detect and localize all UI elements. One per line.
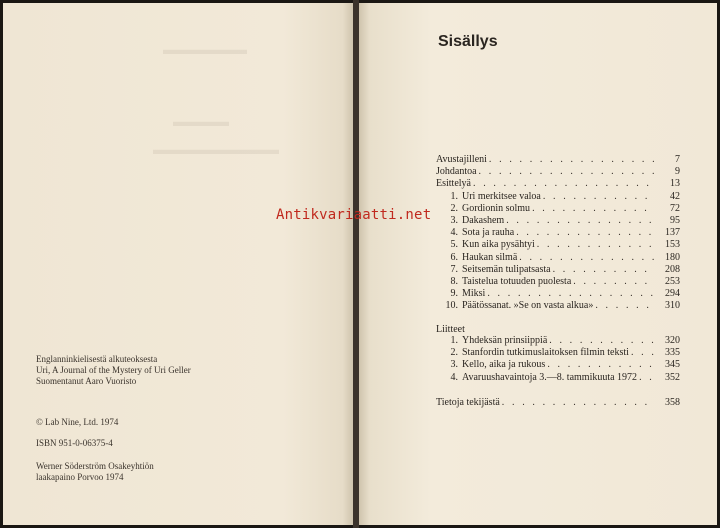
toc-page-number: 358 bbox=[665, 397, 680, 408]
toc-entry-title: Sota ja rauha bbox=[462, 227, 515, 239]
toc-entry-title: Avustajilleni bbox=[436, 154, 487, 165]
toc-entry-title: Päätössanat. »Se on vasta alkua» bbox=[462, 300, 594, 312]
toc-page-number: 9 bbox=[675, 166, 680, 178]
appendix-list bbox=[436, 335, 680, 384]
appendix-heading: Liitteet bbox=[436, 324, 465, 335]
leader-dots bbox=[487, 154, 654, 166]
toc-row bbox=[436, 191, 680, 203]
toc-row bbox=[436, 359, 680, 371]
toc-entry-number: 2. bbox=[450, 202, 458, 214]
copyright-line: © Lab Nine, Ltd. 1974 bbox=[36, 417, 119, 427]
toc-entry-number: 9. bbox=[450, 288, 458, 300]
toc-entry-number: 4. bbox=[450, 227, 458, 239]
leader-dots bbox=[530, 203, 654, 215]
toc-entry-number: 10. bbox=[445, 300, 458, 312]
toc-entry-title: Avaruushavaintoja 3.—8. tammikuuta 1972 bbox=[462, 371, 638, 383]
leader-dots bbox=[514, 227, 654, 239]
toc-page-number: 137 bbox=[665, 227, 680, 239]
leader-dots bbox=[593, 300, 654, 312]
toc-entry-title: Yhdeksän prinsiippiä bbox=[462, 335, 548, 346]
show-through-text: ▬▬▬▬ bbox=[173, 115, 229, 130]
toc-row bbox=[436, 215, 680, 227]
toc-entry-title: Johdantoa bbox=[436, 166, 477, 178]
leader-dots bbox=[485, 288, 654, 300]
translation-note bbox=[36, 354, 191, 387]
toc-page-number: 253 bbox=[665, 275, 680, 287]
colophon-line: Suomentanut Aaro Vuoristo bbox=[36, 376, 137, 386]
toc-entry-number: 5. bbox=[450, 239, 458, 251]
toc-entry-title: Kun aika pysähtyi bbox=[462, 239, 535, 251]
colophon-line: Werner Söderström Osakeyhtiön bbox=[36, 461, 154, 471]
toc-entry-number: 1. bbox=[450, 190, 458, 202]
toc-page-number: 208 bbox=[665, 263, 680, 275]
leader-dots bbox=[637, 372, 654, 384]
leader-dots bbox=[629, 347, 654, 359]
toc-row bbox=[436, 252, 680, 264]
toc-row bbox=[436, 276, 680, 288]
toc-entry-title: Tietoja tekijästä bbox=[436, 397, 500, 408]
leader-dots bbox=[517, 252, 654, 264]
leader-dots bbox=[471, 178, 654, 190]
toc-row bbox=[436, 335, 680, 347]
leader-dots bbox=[551, 264, 654, 276]
toc-page-number: 320 bbox=[665, 335, 680, 346]
publisher-note bbox=[36, 461, 154, 483]
toc-page-number: 42 bbox=[670, 190, 680, 202]
toc-page-number: 180 bbox=[665, 251, 680, 263]
toc-page-number: 7 bbox=[675, 154, 680, 165]
leader-dots bbox=[504, 215, 654, 227]
toc-entry-title: Miksi bbox=[462, 288, 486, 300]
show-through-text: ▬▬▬▬▬▬▬▬▬ bbox=[153, 143, 279, 158]
toc-row bbox=[436, 239, 680, 251]
toc-entry-title: Gordionin solmu bbox=[462, 202, 531, 214]
leader-dots bbox=[571, 276, 654, 288]
leader-dots bbox=[541, 191, 654, 203]
toc-row bbox=[436, 166, 680, 178]
toc-page-number: 72 bbox=[670, 202, 680, 214]
toc-entry-number: 7. bbox=[450, 263, 458, 275]
toc-entry-title: Kello, aika ja rukous bbox=[462, 359, 546, 371]
page-title: Sisällys bbox=[438, 33, 498, 50]
toc-row bbox=[436, 288, 680, 300]
leader-dots bbox=[500, 397, 654, 409]
toc-page-number: 310 bbox=[665, 300, 680, 312]
colophon-line: Englanninkielisestä alkuteoksesta bbox=[36, 354, 158, 364]
toc-entry-number: 1. bbox=[450, 335, 458, 346]
toc-page-number: 294 bbox=[665, 288, 680, 300]
toc-entry-title: Haukan silmä bbox=[462, 251, 518, 263]
toc-entry-title: Uri merkitsee valoa bbox=[462, 190, 541, 202]
toc-row bbox=[436, 300, 680, 312]
leader-dots bbox=[547, 335, 654, 347]
toc-entry-number: 6. bbox=[450, 251, 458, 263]
table-of-contents bbox=[436, 154, 680, 312]
toc-row bbox=[436, 227, 680, 239]
toc-entry-title: Taistelua totuuden puolesta bbox=[462, 275, 572, 287]
toc-row bbox=[436, 372, 680, 384]
toc-row bbox=[436, 178, 680, 190]
toc-entry-title: Seitsemän tulipatsasta bbox=[462, 263, 551, 275]
toc-page-number: 13 bbox=[670, 178, 680, 190]
author-info-list bbox=[436, 397, 680, 409]
toc-row bbox=[436, 154, 680, 166]
toc-row bbox=[436, 203, 680, 215]
toc-page-number: 352 bbox=[665, 371, 680, 383]
toc-row bbox=[436, 347, 680, 359]
toc-entry-number: 8. bbox=[450, 275, 458, 287]
toc-page-number: 335 bbox=[665, 347, 680, 359]
toc-entry-number: 3. bbox=[450, 359, 458, 371]
toc-entry-number: 3. bbox=[450, 214, 458, 226]
toc-row bbox=[436, 264, 680, 276]
watermark-text: Antikvariaatti.net bbox=[276, 207, 432, 223]
toc-entry-number: 2. bbox=[450, 347, 458, 359]
toc-row bbox=[436, 397, 680, 409]
toc-entry-number: 4. bbox=[450, 371, 458, 383]
toc-entry-title: Stanfordin tutkimuslaitoksen filmin teksti bbox=[462, 347, 629, 359]
colophon-line: Uri, A Journal of the Mystery of Uri Geller bbox=[36, 365, 191, 375]
show-through-text: ▬▬▬▬▬▬ bbox=[163, 43, 247, 58]
leader-dots bbox=[535, 239, 654, 251]
leader-dots bbox=[545, 359, 654, 371]
toc-entry-title: Dakashem bbox=[462, 214, 505, 226]
leader-dots bbox=[477, 166, 654, 178]
toc-page-number: 95 bbox=[670, 214, 680, 226]
colophon-line: laakapaino Porvoo 1974 bbox=[36, 472, 124, 482]
toc-page-number: 345 bbox=[665, 359, 680, 371]
toc-page-number: 153 bbox=[665, 239, 680, 251]
toc-entry-title: Esittelyä bbox=[436, 178, 471, 190]
isbn-line: ISBN 951-0-06375-4 bbox=[36, 438, 113, 448]
